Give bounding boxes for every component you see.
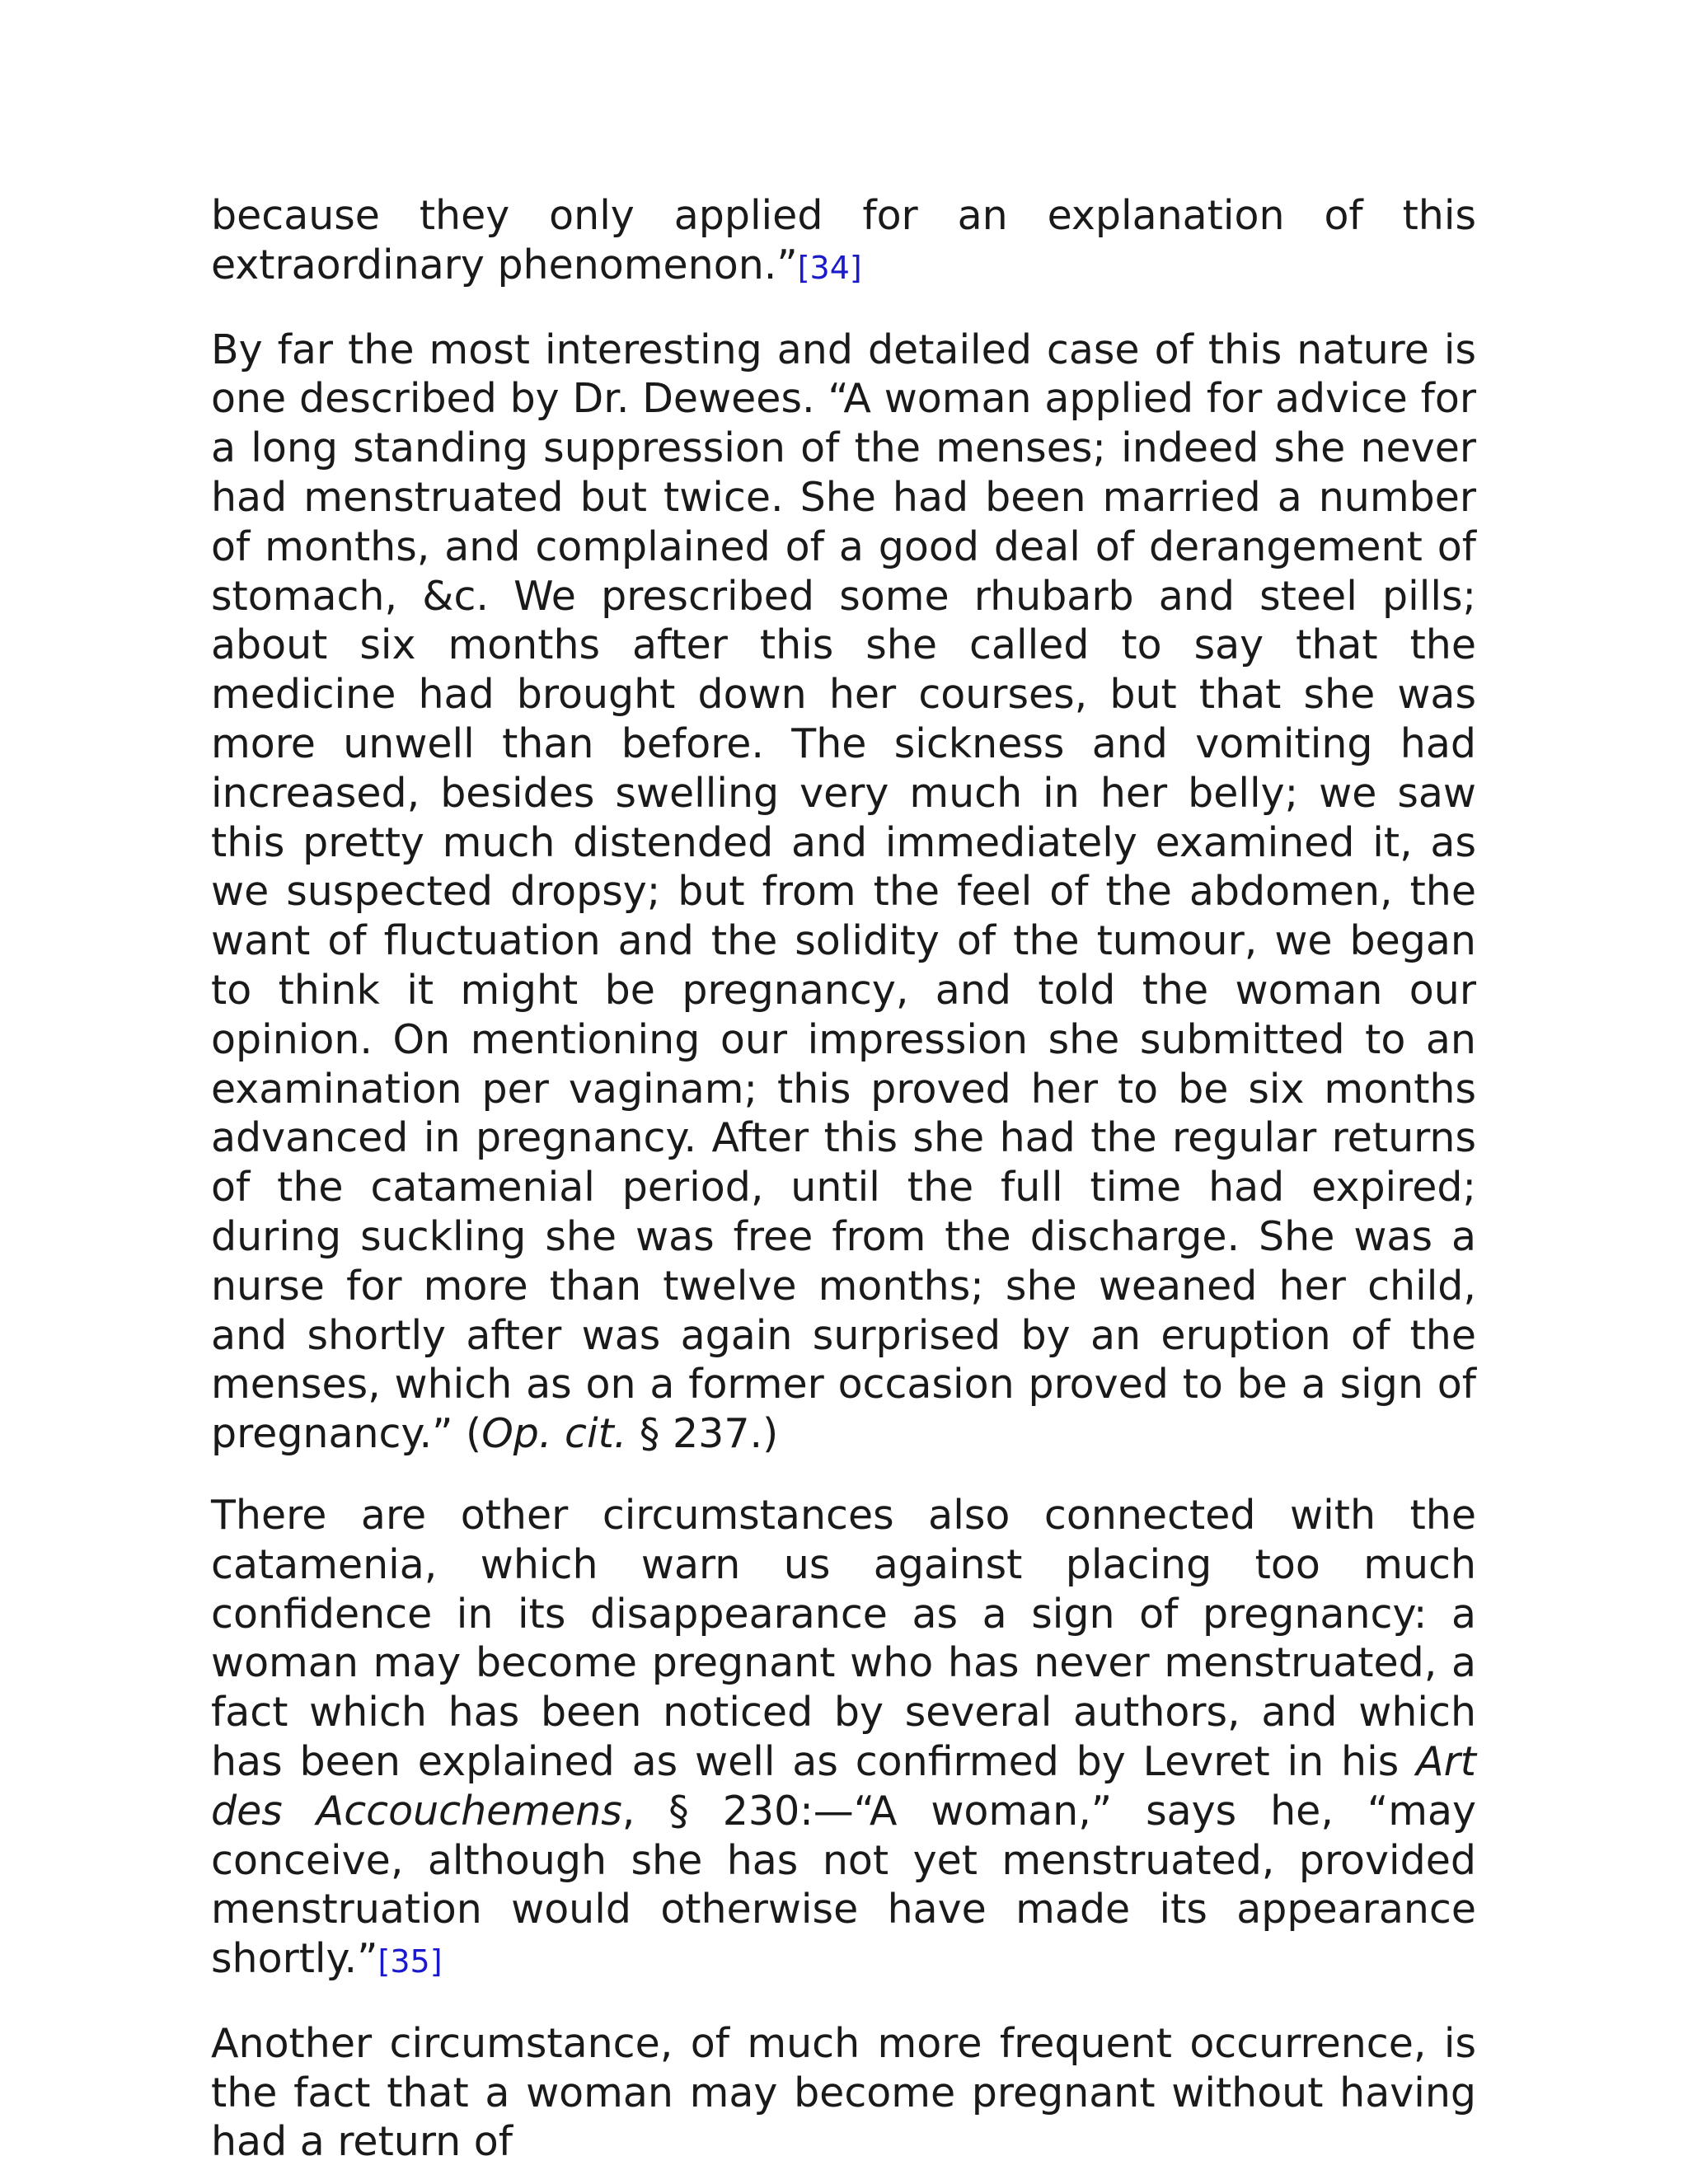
paragraph-4 [211,2019,1476,2167]
footnote-link-35[interactable]: [35] [377,1943,443,1980]
paragraph-text-continued: , § 230:—“A woman,” says he, “may conceive, although she has not yet menstruated, provided menstruation would otherwise have made its appearance shortly.” [211,1787,1476,1983]
footnote-link-34[interactable]: [34] [797,249,862,286]
book-title: Art des Accouchemens [211,1737,1476,1835]
book-page [211,191,1476,2167]
paragraph-1 [211,191,1476,293]
paragraph-text: There are other circumstances also connected with the catamenia, which warn us against placing too much confidence in its disappearance as a sign of pregnancy: a woman may become pregnant who has never menstruated, a fact which has been noticed by several authors, and which has been explained as well as confirmed by Levret in his [211,1491,1476,1785]
paragraph-3 [211,1491,1476,1987]
paragraph-2 [211,326,1476,1459]
paragraph-text: because they only applied for an explanation of this extraordinary phenomenon.” [211,192,1476,288]
paragraph-text: Another circumstance, of much more frequent occurrence, is the fact that a woman may become pregnant without having had a return of [211,2019,1476,2166]
citation-rest: § 237.) [626,1410,779,1458]
citation-title: Op. cit. [481,1410,627,1458]
citation-open: ( [452,1410,482,1458]
paragraph-text: By far the most interesting and detailed case of this nature is one described by Dr. Dewees. “A woman applied for advice for a long standing suppression of the menses; indeed she never had menstruated but twice. She had been married a number of months, and complained of a good deal of derangement of stomach, &c. We prescribed some rhubarb and steel pills; about six months after this she called to say that the medicine had brought down her courses, but that she was more unwell than before. The sickness and vomiting had increased, besides swelling very much in her belly; we saw this pretty much distended and immediately examined it, as we suspected dropsy; but from the feel of the abdomen, the want of fluctuation and the solidity of the tumour, we began to think it might be pregnancy, and told the woman our opinion. On mentioning our impression she submitted to an examination per vaginam; this proved her to be six months advanced in pregnancy. After this she had the regular returns of the catamenial period, until the full time had expired; during suckling she was free from the discharge. She was a nurse for more than twelve months; she weaned her child, and shortly after was again surprised by an eruption of the menses, which as on a former occasion proved to be a sign of pregnancy.” [211,326,1476,1458]
